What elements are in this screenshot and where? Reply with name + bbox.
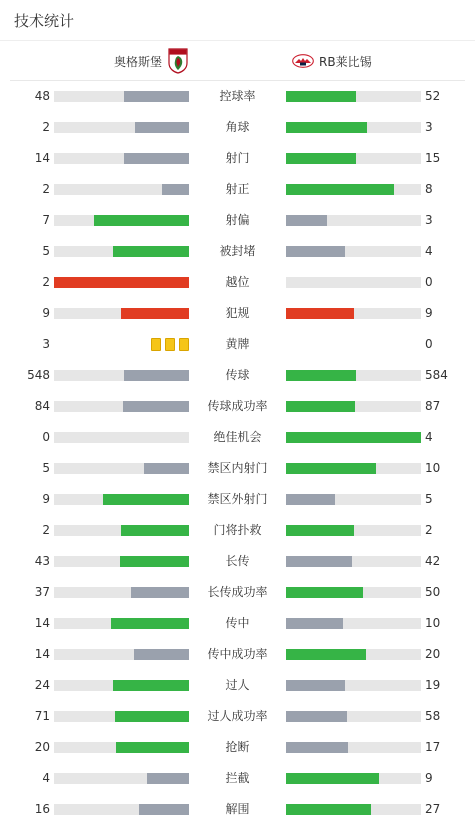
stat-row[interactable] <box>0 391 475 422</box>
home-value: 71 <box>34 709 50 723</box>
away-bar-fill <box>286 587 363 598</box>
stats-header <box>0 0 475 41</box>
away-bar-fill <box>286 432 421 443</box>
home-bar-track <box>54 618 189 629</box>
away-bar-fill <box>286 91 356 102</box>
away-bar-track <box>286 91 421 102</box>
stat-row[interactable] <box>0 329 475 360</box>
away-bar-track <box>286 556 421 567</box>
away-bar-track <box>286 711 421 722</box>
away-bar-fill <box>286 494 335 505</box>
away-bar-fill <box>286 773 379 784</box>
stat-row[interactable] <box>0 577 475 608</box>
home-value: 0 <box>42 430 50 444</box>
home-value: 84 <box>34 399 50 413</box>
stat-label: 拦截 <box>225 771 250 785</box>
away-value: 15 <box>425 151 441 165</box>
home-bar-fill <box>147 773 189 784</box>
home-value: 7 <box>42 213 50 227</box>
home-bar-fill <box>121 525 189 536</box>
away-bar-track <box>286 370 421 381</box>
stat-label: 抢断 <box>225 740 250 754</box>
away-bar-fill <box>286 711 347 722</box>
home-bar-track <box>54 587 189 598</box>
stat-label: 禁区内射门 <box>207 461 268 475</box>
stat-row[interactable] <box>0 484 475 515</box>
away-bar-track <box>286 618 421 629</box>
stat-row[interactable] <box>0 205 475 236</box>
away-value: 10 <box>425 461 441 475</box>
away-bar-track <box>286 308 421 319</box>
home-bar-track <box>54 494 189 505</box>
home-value: 14 <box>34 616 50 630</box>
away-value: 9 <box>425 771 433 785</box>
stat-label: 传中 <box>225 616 250 630</box>
home-value: 5 <box>42 461 50 475</box>
home-value: 24 <box>34 678 50 692</box>
home-bar-track <box>54 525 189 536</box>
stat-label: 射门 <box>225 151 250 165</box>
away-bar-fill <box>286 401 355 412</box>
away-bar-fill <box>286 556 352 567</box>
home-value: 548 <box>27 368 50 382</box>
stat-row[interactable] <box>0 143 475 174</box>
home-bar-fill <box>162 184 189 195</box>
home-value: 2 <box>42 275 50 289</box>
away-bar-fill <box>286 153 356 164</box>
stat-label: 传球成功率 <box>207 399 268 413</box>
stat-row[interactable] <box>0 794 475 825</box>
away-bar-track <box>286 153 421 164</box>
rb-leipzig-crest-icon <box>292 54 314 68</box>
home-bar-track <box>54 432 189 443</box>
stat-label: 犯规 <box>225 306 250 320</box>
stat-label: 过人成功率 <box>207 709 268 723</box>
yellow-card-icon <box>179 338 189 351</box>
home-bar-track <box>54 122 189 133</box>
away-bar-track <box>286 680 421 691</box>
away-bar-track <box>286 525 421 536</box>
stat-label: 控球率 <box>219 89 256 103</box>
home-bar-fill <box>121 308 189 319</box>
stat-label: 传中成功率 <box>207 647 268 661</box>
home-value: 2 <box>42 182 50 196</box>
home-bar-fill <box>120 556 189 567</box>
away-bar-fill <box>286 618 343 629</box>
away-value: 20 <box>425 647 441 661</box>
home-value: 20 <box>34 740 50 754</box>
stat-row[interactable] <box>0 515 475 546</box>
stat-row[interactable] <box>0 298 475 329</box>
away-team-name: RB莱比锡 <box>319 54 372 69</box>
away-bar-fill <box>286 184 394 195</box>
home-bar-fill <box>94 215 189 226</box>
stat-label: 传球 <box>225 368 250 382</box>
home-value: 2 <box>42 120 50 134</box>
stat-label: 角球 <box>225 120 250 134</box>
stat-label: 绝佳机会 <box>213 430 262 444</box>
yellow-card-icon <box>151 338 161 351</box>
stat-label: 禁区外射门 <box>207 492 268 506</box>
home-value: 9 <box>42 492 50 506</box>
home-value: 43 <box>34 554 50 568</box>
home-bar-fill <box>144 463 189 474</box>
away-bar-track <box>286 463 421 474</box>
away-value: 0 <box>425 275 433 289</box>
home-value: 14 <box>34 151 50 165</box>
away-bar-fill <box>286 680 345 691</box>
home-bar-track <box>54 246 189 257</box>
away-bar-track <box>286 804 421 815</box>
home-value: 2 <box>42 523 50 537</box>
stat-row[interactable] <box>0 422 475 453</box>
stats-list <box>0 81 475 825</box>
away-bar-fill <box>286 215 327 226</box>
home-bar-fill <box>111 618 189 629</box>
away-value: 2 <box>425 523 433 537</box>
away-value: 3 <box>425 120 433 134</box>
home-team[interactable] <box>114 41 188 81</box>
away-bar-track <box>286 246 421 257</box>
home-bar-track <box>54 711 189 722</box>
away-bar-track <box>286 587 421 598</box>
away-bar-track <box>286 215 421 226</box>
stat-row[interactable] <box>0 267 475 298</box>
stat-row[interactable] <box>0 360 475 391</box>
away-bar-track <box>286 494 421 505</box>
away-value: 5 <box>425 492 433 506</box>
away-bar-fill <box>286 370 356 381</box>
away-value: 50 <box>425 585 441 599</box>
stat-row[interactable] <box>0 639 475 670</box>
home-bar-track <box>54 370 189 381</box>
augsburg-crest-icon <box>168 48 188 74</box>
stat-row[interactable] <box>0 546 475 577</box>
away-bar-fill <box>286 742 348 753</box>
stat-row[interactable] <box>0 236 475 267</box>
team-header-row <box>10 41 465 81</box>
stat-label: 被封堵 <box>219 244 256 258</box>
home-bar-fill <box>124 153 189 164</box>
stat-label: 长传 <box>225 554 250 568</box>
home-bar-track <box>54 742 189 753</box>
away-bar-fill <box>286 525 354 536</box>
home-bar-track <box>54 649 189 660</box>
home-value: 3 <box>42 337 50 351</box>
stat-label: 门将扑救 <box>213 523 262 537</box>
home-team-name: 奥格斯堡 <box>114 54 163 69</box>
away-bar-track <box>286 401 421 412</box>
away-bar-track <box>286 277 421 288</box>
home-yellow-cards <box>151 338 189 351</box>
away-bar-fill <box>286 649 366 660</box>
home-bar-fill <box>113 246 189 257</box>
away-value: 10 <box>425 616 441 630</box>
away-bar-fill <box>286 308 354 319</box>
away-value: 87 <box>425 399 441 413</box>
stat-row[interactable] <box>0 608 475 639</box>
home-bar-fill <box>124 91 189 102</box>
stat-row[interactable] <box>0 732 475 763</box>
home-bar-track <box>54 773 189 784</box>
stat-row[interactable] <box>0 174 475 205</box>
stat-label: 射偏 <box>225 213 250 227</box>
home-value: 14 <box>34 647 50 661</box>
away-value: 0 <box>425 337 433 351</box>
home-bar-track <box>54 277 189 288</box>
away-value: 17 <box>425 740 441 754</box>
away-bar-track <box>286 773 421 784</box>
away-bar-track <box>286 432 421 443</box>
away-bar-track <box>286 742 421 753</box>
page-title: 技术统计 <box>14 11 75 30</box>
home-bar-track <box>54 556 189 567</box>
away-value: 3 <box>425 213 433 227</box>
away-team[interactable] <box>292 41 372 81</box>
stat-label: 黄牌 <box>225 337 250 351</box>
home-bar-track <box>54 153 189 164</box>
home-bar-track <box>54 680 189 691</box>
home-bar-track <box>54 91 189 102</box>
stat-row[interactable] <box>0 701 475 732</box>
away-value: 42 <box>425 554 441 568</box>
away-value: 584 <box>425 368 448 382</box>
home-bar-fill <box>113 680 189 691</box>
away-value: 4 <box>425 430 433 444</box>
away-value: 9 <box>425 306 433 320</box>
home-bar-fill <box>116 742 189 753</box>
yellow-card-icon <box>165 338 175 351</box>
stat-row[interactable] <box>0 453 475 484</box>
away-bar-fill <box>286 804 371 815</box>
stat-row[interactable] <box>0 670 475 701</box>
home-bar-track <box>54 401 189 412</box>
away-bar-track <box>286 122 421 133</box>
home-bar-fill <box>123 401 189 412</box>
away-bar-fill <box>286 122 367 133</box>
home-bar-track <box>54 184 189 195</box>
away-value: 52 <box>425 89 441 103</box>
home-bar-track <box>54 215 189 226</box>
away-bar-fill <box>286 246 345 257</box>
home-value: 37 <box>34 585 50 599</box>
home-bar-track <box>54 804 189 815</box>
home-value: 4 <box>42 771 50 785</box>
home-bar-track <box>54 463 189 474</box>
home-value: 48 <box>34 89 50 103</box>
home-bar-fill <box>139 804 189 815</box>
away-bar-track <box>286 184 421 195</box>
home-bar-fill <box>54 277 189 288</box>
away-value: 4 <box>425 244 433 258</box>
stat-row[interactable] <box>0 81 475 112</box>
stat-label: 越位 <box>225 275 250 289</box>
home-bar-fill <box>115 711 189 722</box>
away-value: 58 <box>425 709 441 723</box>
stat-label: 长传成功率 <box>207 585 268 599</box>
home-bar-fill <box>131 587 189 598</box>
home-bar-fill <box>134 649 189 660</box>
home-bar-fill <box>135 122 189 133</box>
away-value: 8 <box>425 182 433 196</box>
stat-row[interactable] <box>0 763 475 794</box>
away-bar-fill <box>286 463 376 474</box>
home-value: 16 <box>34 802 50 816</box>
away-value: 19 <box>425 678 441 692</box>
home-bar-track <box>54 308 189 319</box>
home-bar-fill <box>103 494 189 505</box>
stat-label: 过人 <box>225 678 250 692</box>
away-bar-track <box>286 649 421 660</box>
away-value: 27 <box>425 802 441 816</box>
home-value: 9 <box>42 306 50 320</box>
stat-label: 射正 <box>225 182 250 196</box>
stat-label: 解围 <box>225 802 250 816</box>
stat-row[interactable] <box>0 112 475 143</box>
home-bar-fill <box>124 370 189 381</box>
home-value: 5 <box>42 244 50 258</box>
